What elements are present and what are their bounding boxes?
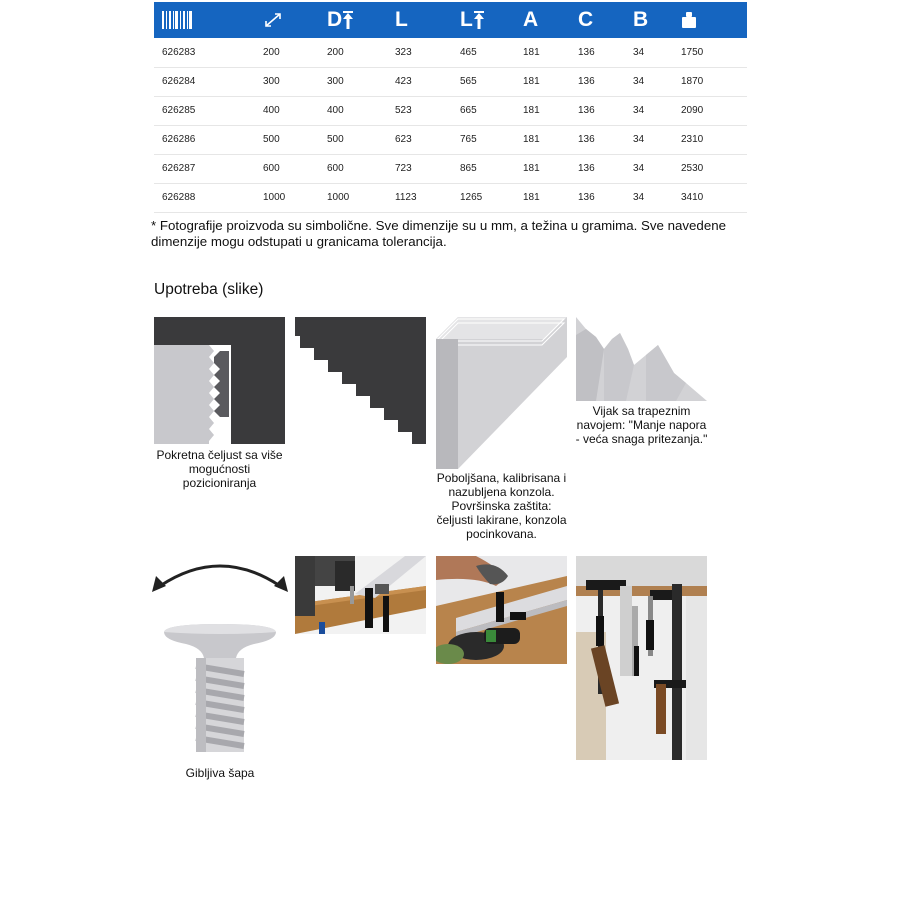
arrow-up-icon <box>473 10 485 30</box>
cell-clamping-width: 300 <box>255 67 319 96</box>
table-row <box>154 67 747 96</box>
cell-c: 136 <box>570 154 625 183</box>
cell-clamping-width: 500 <box>255 125 319 154</box>
cell-c: 136 <box>570 96 625 125</box>
cell-depth: 500 <box>319 125 387 154</box>
photo-drilling-with-clamp <box>295 556 426 634</box>
cell-a: 181 <box>515 154 570 183</box>
spec-table <box>154 2 747 213</box>
feature-caption-trapezoid-thread: Vijak sa trapeznim navojem: "Manje napora - veća snaga pritezanja." <box>575 404 708 446</box>
cell-weight: 1750 <box>673 38 747 67</box>
cell-clamping-width: 600 <box>255 154 319 183</box>
cell-c: 136 <box>570 183 625 212</box>
header-c <box>570 2 625 38</box>
photo-clamps-on-wall <box>576 556 707 760</box>
cell-weight: 1870 <box>673 67 747 96</box>
header-total-length <box>452 2 515 38</box>
cell-b: 34 <box>625 96 673 125</box>
calibrated-rail-illustration <box>436 317 567 469</box>
header-article-number <box>154 2 255 38</box>
header-total-length-label: L <box>460 8 473 31</box>
header-length <box>387 2 452 38</box>
table-header-row <box>154 2 747 38</box>
cell-article-number: 626284 <box>154 67 255 96</box>
cell-c: 136 <box>570 67 625 96</box>
barcode-icon <box>162 11 255 29</box>
header-depth <box>319 2 387 38</box>
cell-weight: 2530 <box>673 154 747 183</box>
cell-article-number: 626285 <box>154 96 255 125</box>
cell-b: 34 <box>625 67 673 96</box>
cell-length: 323 <box>387 38 452 67</box>
cell-depth: 300 <box>319 67 387 96</box>
cell-b: 34 <box>625 125 673 154</box>
cell-total-length: 765 <box>452 125 515 154</box>
cell-length: 623 <box>387 125 452 154</box>
clamping-width-icon <box>263 11 319 29</box>
feature-caption-calibrated-rail: Poboljšana, kalibrisana i nazubljena konzola. Površinska zaštita: čeljusti lakirane, konzola pocinkovana. <box>436 471 567 541</box>
cell-weight: 3410 <box>673 183 747 212</box>
cell-weight: 2310 <box>673 125 747 154</box>
cell-depth: 1000 <box>319 183 387 212</box>
cell-depth: 200 <box>319 38 387 67</box>
header-weight <box>673 2 747 38</box>
photo-gloved-hand-clamp <box>436 556 567 664</box>
cell-clamping-width: 200 <box>255 38 319 67</box>
feature-caption-swivel-pad: Gibljiva šapa <box>185 766 255 780</box>
header-clamping-width <box>255 2 319 38</box>
feature-caption-movable-jaw: Pokretna čeljust sa više mogućnosti pozicioniranja <box>156 448 283 490</box>
arrow-up-icon <box>342 10 354 30</box>
cell-total-length: 565 <box>452 67 515 96</box>
cell-b: 34 <box>625 183 673 212</box>
swivel-pad-illustration <box>150 556 290 762</box>
header-a-label: A <box>523 8 539 31</box>
table-row <box>154 125 747 154</box>
table-row <box>154 183 747 212</box>
cell-article-number: 626286 <box>154 125 255 154</box>
cell-clamping-width: 400 <box>255 96 319 125</box>
header-depth-label: D <box>327 8 343 31</box>
trapezoid-thread-illustration <box>576 317 707 401</box>
cell-c: 136 <box>570 38 625 67</box>
cell-article-number: 626288 <box>154 183 255 212</box>
cell-b: 34 <box>625 38 673 67</box>
cell-total-length: 1265 <box>452 183 515 212</box>
header-length-label: L <box>395 8 408 31</box>
cell-length: 723 <box>387 154 452 183</box>
cell-clamping-width: 1000 <box>255 183 319 212</box>
cell-depth: 400 <box>319 96 387 125</box>
movable-jaw-illustration <box>154 317 285 444</box>
cell-length: 423 <box>387 67 452 96</box>
cell-total-length: 865 <box>452 154 515 183</box>
header-b-label: B <box>633 8 649 31</box>
header-a <box>515 2 570 38</box>
cell-a: 181 <box>515 183 570 212</box>
usage-section-title: Upotreba (slike) <box>154 281 264 298</box>
cell-a: 181 <box>515 38 570 67</box>
table-row <box>154 38 747 67</box>
cell-total-length: 665 <box>452 96 515 125</box>
cell-length: 1123 <box>387 183 452 212</box>
dimensions-note: * Fotografije proizvoda su simbolične. Sve dimenzije su u mm, a težina u gramima. Sve navedene dimenzije mogu odstupati u granicama tolerancija. <box>151 218 726 249</box>
cell-c: 136 <box>570 125 625 154</box>
weight-icon <box>681 11 747 29</box>
cell-depth: 600 <box>319 154 387 183</box>
cell-a: 181 <box>515 125 570 154</box>
cell-article-number: 626283 <box>154 38 255 67</box>
cell-b: 34 <box>625 154 673 183</box>
table-row <box>154 96 747 125</box>
spec-table-body <box>154 38 747 212</box>
stepped-rail-illustration <box>295 317 426 444</box>
cell-weight: 2090 <box>673 96 747 125</box>
header-b <box>625 2 673 38</box>
cell-a: 181 <box>515 96 570 125</box>
cell-a: 181 <box>515 67 570 96</box>
cell-article-number: 626287 <box>154 154 255 183</box>
header-c-label: C <box>578 8 594 31</box>
cell-length: 523 <box>387 96 452 125</box>
table-row <box>154 154 747 183</box>
cell-total-length: 465 <box>452 38 515 67</box>
